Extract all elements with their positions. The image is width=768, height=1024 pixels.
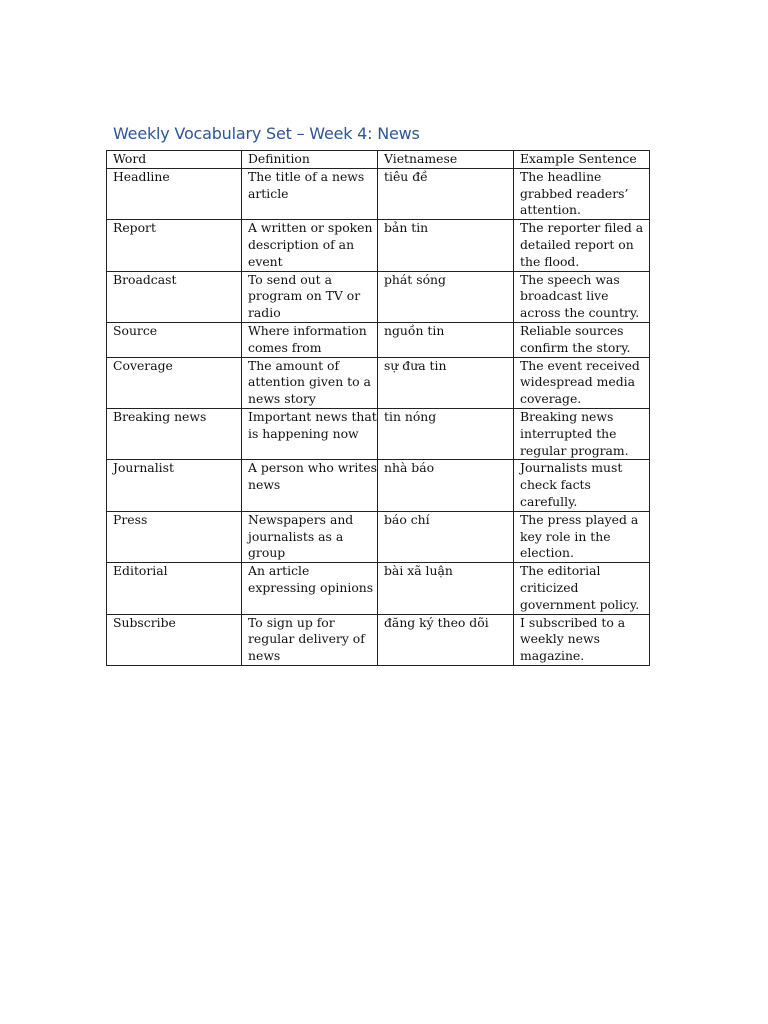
page-title: Weekly Vocabulary Set – Week 4: News — [113, 124, 420, 143]
header-word: Word — [107, 151, 242, 169]
table-row — [107, 220, 650, 271]
cell-vietnamese: nguồn tin — [378, 322, 514, 357]
cell-word: Breaking news — [107, 408, 242, 459]
cell-definition: The title of a news article — [242, 168, 378, 219]
cell-definition: A written or spoken description of an event — [242, 220, 378, 271]
cell-vietnamese: phát sóng — [378, 271, 514, 322]
cell-word: Journalist — [107, 460, 242, 511]
table-row — [107, 322, 650, 357]
cell-word: Subscribe — [107, 614, 242, 665]
cell-definition: Where information comes from — [242, 322, 378, 357]
cell-example: The press played a key role in the election. — [514, 511, 650, 562]
cell-vietnamese: sự đưa tin — [378, 357, 514, 408]
table-row — [107, 271, 650, 322]
cell-vietnamese: tiêu đề — [378, 168, 514, 219]
cell-definition: Important news that is happening now — [242, 408, 378, 459]
cell-word: Editorial — [107, 563, 242, 614]
cell-vietnamese: đăng ký theo dõi — [378, 614, 514, 665]
cell-word: Coverage — [107, 357, 242, 408]
cell-word: Headline — [107, 168, 242, 219]
cell-definition: The amount of attention given to a news story — [242, 357, 378, 408]
table-header-row — [107, 151, 650, 169]
cell-example: The speech was broadcast live across the country. — [514, 271, 650, 322]
cell-vietnamese: báo chí — [378, 511, 514, 562]
cell-example: The reporter filed a detailed report on the flood. — [514, 220, 650, 271]
cell-example: Breaking news interrupted the regular program. — [514, 408, 650, 459]
vocabulary-table — [106, 150, 650, 666]
cell-example: The editorial criticized government policy. — [514, 563, 650, 614]
cell-definition: Newspapers and journalists as a group — [242, 511, 378, 562]
table-row — [107, 614, 650, 665]
table-row — [107, 563, 650, 614]
header-definition: Definition — [242, 151, 378, 169]
cell-word: Report — [107, 220, 242, 271]
table-row — [107, 408, 650, 459]
cell-example: Reliable sources confirm the story. — [514, 322, 650, 357]
cell-definition: A person who writes news — [242, 460, 378, 511]
cell-vietnamese: bản tin — [378, 220, 514, 271]
cell-vietnamese: bài xã luận — [378, 563, 514, 614]
table-row — [107, 168, 650, 219]
cell-word: Press — [107, 511, 242, 562]
table-row — [107, 357, 650, 408]
header-vietnamese: Vietnamese — [378, 151, 514, 169]
cell-vietnamese: nhà báo — [378, 460, 514, 511]
cell-example: I subscribed to a weekly news magazine. — [514, 614, 650, 665]
cell-example: The headline grabbed readers’ attention. — [514, 168, 650, 219]
cell-definition: An article expressing opinions — [242, 563, 378, 614]
cell-definition: To sign up for regular delivery of news — [242, 614, 378, 665]
cell-word: Source — [107, 322, 242, 357]
cell-example: Journalists must check facts carefully. — [514, 460, 650, 511]
table-row — [107, 511, 650, 562]
cell-definition: To send out a program on TV or radio — [242, 271, 378, 322]
cell-word: Broadcast — [107, 271, 242, 322]
header-example-sentence: Example Sentence — [514, 151, 650, 169]
table-row — [107, 460, 650, 511]
cell-vietnamese: tin nóng — [378, 408, 514, 459]
cell-example: The event received widespread media coverage. — [514, 357, 650, 408]
